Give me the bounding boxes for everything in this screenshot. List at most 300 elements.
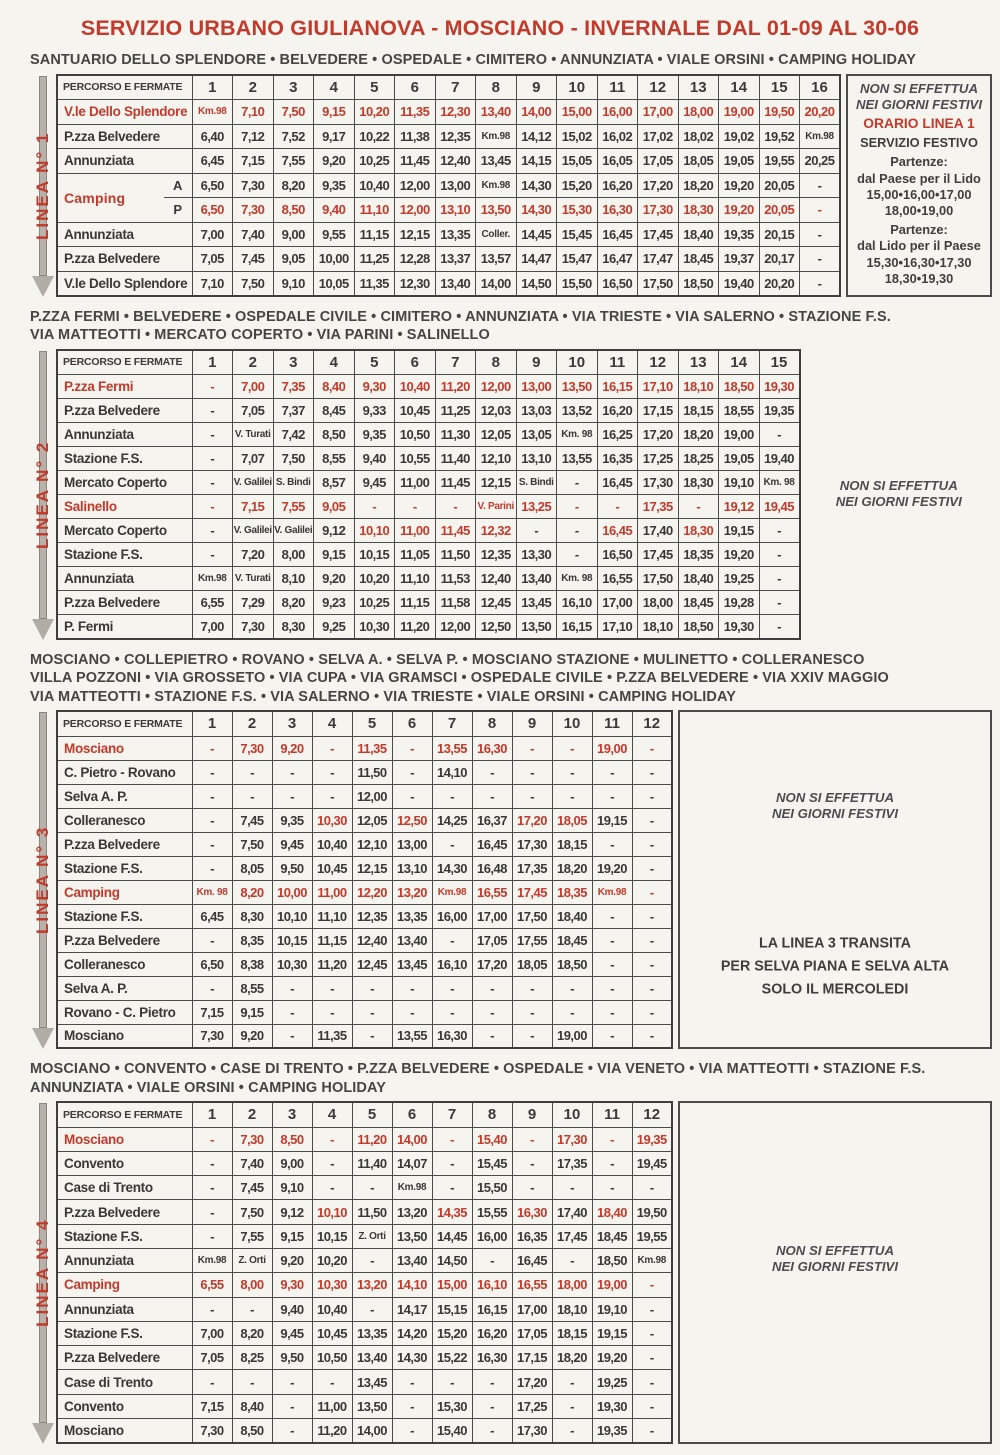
time-cell: -	[759, 615, 800, 639]
stops-column-header: PERCORSO E FERMATE	[57, 350, 192, 375]
time-cell: -	[552, 1419, 592, 1443]
time-cell: 17,25	[512, 1394, 552, 1418]
time-cell: -	[312, 736, 352, 760]
note-line: 15,30•16,30•17,30	[866, 254, 972, 270]
time-cell: -	[272, 760, 312, 784]
time-cell: 8,00	[273, 543, 314, 567]
time-cell: 19,52	[759, 124, 800, 149]
time-cell: 18,20	[678, 173, 719, 198]
time-cell: -	[632, 760, 672, 784]
time-cell: -	[557, 519, 598, 543]
time-cell: 7,30	[232, 1127, 272, 1151]
time-cell: 16,47	[597, 247, 638, 272]
header-row	[57, 350, 800, 375]
time-cell: 13,55	[432, 736, 472, 760]
column-number-header: 5	[354, 350, 395, 375]
column-number-header: 13	[678, 75, 719, 100]
stop-name-cell: P. Fermi	[57, 615, 192, 639]
time-cell: -	[512, 784, 552, 808]
time-cell: 16,45	[597, 519, 638, 543]
column-number-header: 5	[352, 711, 392, 736]
time-cell: -	[632, 808, 672, 832]
time-cell: 13,35	[435, 222, 476, 247]
column-number-header: 16	[800, 75, 841, 100]
timetable-row	[57, 567, 800, 591]
time-cell: 12,15	[352, 856, 392, 880]
time-cell: 8,30	[273, 615, 314, 639]
stop-name-cell: Annunziata	[57, 149, 192, 174]
note-line: ORARIO LINEA 1	[863, 115, 975, 131]
timetable-row	[57, 928, 672, 952]
time-cell: -	[432, 1370, 472, 1394]
time-cell: 19,40	[759, 447, 800, 471]
time-cell: 11,45	[435, 471, 476, 495]
time-cell: 13,45	[476, 149, 517, 174]
time-cell: 10,30	[312, 1273, 352, 1297]
stop-name-cell: P.zza Belvedere	[57, 832, 192, 856]
time-cell: -	[272, 1000, 312, 1024]
time-cell: 10,45	[312, 1321, 352, 1345]
time-cell: 19,10	[592, 1297, 632, 1321]
note-block	[848, 81, 990, 113]
time-cell: -	[192, 1224, 232, 1248]
timetable-linea-2	[56, 349, 801, 640]
column-number-header: 12	[632, 1102, 672, 1127]
column-number-header: 7	[432, 1102, 472, 1127]
time-cell: 13,57	[476, 247, 517, 272]
timetable-row	[57, 615, 800, 639]
timetable-row	[57, 1176, 672, 1200]
time-cell: 13,35	[392, 904, 432, 928]
column-number-header: 11	[597, 350, 638, 375]
time-cell: 14,47	[516, 247, 557, 272]
time-cell: 13,20	[352, 1273, 392, 1297]
time-cell: -	[272, 784, 312, 808]
time-cell: 18,00	[638, 591, 679, 615]
time-cell: 16,10	[472, 1273, 512, 1297]
time-cell: -	[552, 1394, 592, 1418]
time-cell: 8,35	[232, 928, 272, 952]
time-cell: 20,17	[759, 247, 800, 272]
timetable-row	[57, 808, 672, 832]
timetable-linea-3	[56, 710, 673, 1049]
time-cell: -	[632, 832, 672, 856]
stop-name-cell: Mercato Coperto	[57, 471, 192, 495]
time-cell: 19,45	[759, 495, 800, 519]
time-cell: 14,00	[392, 1127, 432, 1151]
column-number-header: 11	[592, 711, 632, 736]
line-indicator	[30, 74, 56, 297]
time-cell: 17,20	[512, 808, 552, 832]
time-cell: 9,20	[272, 1248, 312, 1272]
stop-name-cell: Annunziata	[57, 222, 192, 247]
time-cell: 9,15	[272, 1224, 312, 1248]
time-cell: -	[192, 375, 233, 399]
column-number-header: 4	[314, 350, 355, 375]
time-cell: 15,05	[557, 149, 598, 174]
time-cell: -	[272, 1370, 312, 1394]
timetable-row	[57, 1370, 672, 1394]
time-cell: 20,25	[800, 149, 841, 174]
time-cell: -	[395, 495, 436, 519]
time-cell: 14,25	[432, 808, 472, 832]
stop-name-cell: Colleranesco	[57, 808, 192, 832]
time-cell: 18,50	[678, 615, 719, 639]
timetable-row	[57, 880, 672, 904]
time-cell: -	[592, 928, 632, 952]
time-cell: 12,15	[476, 471, 517, 495]
time-cell: 19,35	[719, 222, 760, 247]
time-cell: -	[192, 760, 232, 784]
time-cell: 19,15	[592, 1321, 632, 1345]
time-cell: 18,15	[678, 399, 719, 423]
timetable-header	[57, 75, 840, 100]
column-number-header: 9	[516, 350, 557, 375]
column-number-header: 4	[312, 711, 352, 736]
timetable-row	[57, 519, 800, 543]
time-cell: 19,10	[719, 471, 760, 495]
time-cell: 16,05	[597, 149, 638, 174]
time-cell: 12,32	[476, 519, 517, 543]
time-cell: 11,20	[435, 375, 476, 399]
stop-name-cell: Colleranesco	[57, 952, 192, 976]
column-number-header: 3	[272, 1102, 312, 1127]
time-cell: 18,15	[552, 832, 592, 856]
time-cell: 19,30	[592, 1394, 632, 1418]
time-cell: -	[512, 1151, 552, 1175]
time-cell: -	[232, 760, 272, 784]
time-cell: -	[632, 1370, 672, 1394]
time-cell: 9,40	[272, 1297, 312, 1321]
time-cell: -	[312, 1176, 352, 1200]
time-cell: 11,00	[395, 519, 436, 543]
time-cell: 16,25	[597, 423, 638, 447]
time-cell: 15,45	[472, 1151, 512, 1175]
time-cell: -	[472, 1419, 512, 1443]
time-cell: 10,05	[314, 271, 355, 296]
time-cell: 11,35	[395, 100, 436, 125]
time-cell: 6,45	[192, 149, 233, 174]
time-cell: 12,35	[476, 543, 517, 567]
time-cell: 6,50	[192, 173, 233, 198]
timetable-row	[57, 976, 672, 1000]
time-cell: 16,55	[512, 1273, 552, 1297]
time-cell: Km. 98	[759, 471, 800, 495]
time-cell: -	[432, 784, 472, 808]
time-cell: 9,15	[314, 100, 355, 125]
stop-name-cell: V.le Dello Splendore	[57, 271, 192, 296]
time-cell: 17,50	[638, 271, 679, 296]
timetable-row	[57, 1297, 672, 1321]
time-cell: 18,40	[678, 567, 719, 591]
time-cell: 11,20	[395, 615, 436, 639]
time-cell: 11,35	[312, 1024, 352, 1048]
time-cell: 12,10	[476, 447, 517, 471]
stop-name-cell: Rovano - C. Pietro	[57, 1000, 192, 1024]
time-cell: 14,45	[516, 222, 557, 247]
time-cell: 16,30	[432, 1024, 472, 1048]
time-cell: 19,30	[759, 375, 800, 399]
stop-name-cell: Camping	[57, 880, 192, 904]
time-cell: 7,50	[273, 100, 314, 125]
time-cell: -	[312, 1000, 352, 1024]
time-cell: -	[759, 567, 800, 591]
time-cell: -	[512, 1176, 552, 1200]
time-cell: -	[392, 760, 432, 784]
time-cell: -	[192, 399, 233, 423]
stop-name-cell: Annunziata	[57, 423, 192, 447]
time-cell: 18,50	[592, 1248, 632, 1272]
time-cell: -	[232, 784, 272, 808]
time-cell: -	[472, 976, 512, 1000]
time-cell: V. Galilei	[233, 519, 274, 543]
time-cell: -	[632, 1273, 672, 1297]
time-cell: 15,30	[432, 1394, 472, 1418]
time-cell: 10,30	[354, 615, 395, 639]
column-number-header: 9	[512, 711, 552, 736]
time-cell: 10,20	[354, 100, 395, 125]
time-cell: 17,30	[512, 1419, 552, 1443]
time-cell: 18,02	[678, 124, 719, 149]
route-description	[30, 1060, 1000, 1097]
line-label: LINEA N° 1	[33, 130, 52, 240]
note-block	[836, 478, 962, 510]
time-cell: 11,50	[352, 1200, 392, 1224]
time-cell: -	[432, 976, 472, 1000]
time-cell: 7,30	[192, 1419, 232, 1443]
stop-name-cell: P.zza Belvedere	[57, 928, 192, 952]
note-line: dal Lido per il Paese	[857, 238, 981, 254]
column-number-header: 1	[192, 711, 232, 736]
time-cell: 7,00	[192, 615, 233, 639]
time-cell: 19,05	[719, 447, 760, 471]
time-cell: -	[759, 519, 800, 543]
time-cell: -	[432, 1151, 472, 1175]
time-cell: 16,35	[512, 1224, 552, 1248]
stop-name-cell: Mosciano	[57, 1127, 192, 1151]
stop-name-cell: Mosciano	[57, 736, 192, 760]
time-cell: 18,50	[552, 952, 592, 976]
route-description-line: P.ZZA FERMI • BELVEDERE • OSPEDALE CIVILE • CIMITERO • ANNUNZIATA • VIA TRIESTE • VIA SALERNO • STAZIONE F.S.	[30, 308, 891, 325]
time-cell: S. Bindi	[273, 471, 314, 495]
time-cell: 8,38	[232, 952, 272, 976]
time-cell: 17,20	[512, 1370, 552, 1394]
time-cell: 13,50	[392, 1224, 432, 1248]
time-cell: Km.98	[476, 173, 517, 198]
column-number-header: 10	[552, 711, 592, 736]
timetable-linea-1	[56, 74, 841, 297]
time-cell: -	[432, 928, 472, 952]
time-cell: 7,30	[192, 1024, 232, 1048]
time-cell: 17,35	[552, 1151, 592, 1175]
stop-name-cell: Annunziata	[57, 567, 192, 591]
time-cell: 11,40	[352, 1151, 392, 1175]
time-cell: 12,28	[395, 247, 436, 272]
column-number-header: 13	[678, 350, 719, 375]
time-cell: 7,15	[192, 1394, 232, 1418]
time-cell: 17,40	[552, 1200, 592, 1224]
time-cell: 7,45	[232, 808, 272, 832]
note-line: SERVIZIO FESTIVO	[860, 135, 978, 151]
time-cell: 16,10	[557, 591, 598, 615]
time-cell: 7,45	[232, 1176, 272, 1200]
time-cell: 19,12	[719, 495, 760, 519]
stop-name-cell: P.zza Fermi	[57, 375, 192, 399]
linea-2-block	[30, 349, 1000, 640]
timetable-row	[57, 271, 840, 296]
note-line: dal Paese per il Lido	[857, 170, 981, 186]
time-cell: 17,45	[638, 222, 679, 247]
time-cell: 7,50	[232, 1200, 272, 1224]
time-cell: 10,30	[312, 808, 352, 832]
stop-name-cell: Convento	[57, 1151, 192, 1175]
time-cell: 13,10	[516, 447, 557, 471]
time-cell: 7,42	[273, 423, 314, 447]
time-cell: 8,05	[232, 856, 272, 880]
time-cell: -	[552, 784, 592, 808]
timetable-header	[57, 350, 800, 375]
time-cell: 18,20	[678, 423, 719, 447]
time-cell: 15,20	[557, 173, 598, 198]
time-cell: 9,12	[272, 1200, 312, 1224]
time-cell: -	[352, 976, 392, 1000]
time-cell: 17,47	[638, 247, 679, 272]
time-cell: 9,35	[354, 423, 395, 447]
time-cell: 15,30	[557, 198, 598, 223]
time-cell: 17,45	[552, 1224, 592, 1248]
time-cell: 17,20	[472, 952, 512, 976]
note-line: NON SI EFFETTUA	[776, 1242, 894, 1258]
timetable-row	[57, 1321, 672, 1345]
time-cell: 17,50	[638, 567, 679, 591]
linea-4-block	[30, 1101, 1000, 1444]
time-cell: 8,10	[273, 567, 314, 591]
time-cell: -	[592, 952, 632, 976]
time-cell: 13,50	[516, 615, 557, 639]
timetable-row	[57, 543, 800, 567]
column-number-header: 2	[232, 1102, 272, 1127]
time-cell: 13,30	[516, 543, 557, 567]
stop-name-cell: P.zza Belvedere	[57, 399, 192, 423]
time-cell: 9,20	[232, 1024, 272, 1048]
time-cell: Km.98	[476, 124, 517, 149]
time-cell: -	[192, 519, 233, 543]
time-cell: -	[516, 519, 557, 543]
note-panel	[678, 710, 992, 1049]
time-cell: 11,30	[435, 423, 476, 447]
time-cell: 15,20	[432, 1321, 472, 1345]
time-cell: 11,25	[435, 399, 476, 423]
time-cell: 14,30	[516, 173, 557, 198]
time-cell: 17,02	[638, 124, 679, 149]
time-cell: -	[392, 1370, 432, 1394]
time-cell: -	[312, 1370, 352, 1394]
time-cell: 16,35	[597, 447, 638, 471]
column-number-header: 9	[516, 75, 557, 100]
time-cell: 10,50	[312, 1346, 352, 1370]
column-number-header: 2	[233, 75, 274, 100]
time-cell: 10,40	[312, 832, 352, 856]
column-number-header: 1	[192, 350, 233, 375]
column-number-header: 3	[272, 711, 312, 736]
time-cell: 8,20	[273, 173, 314, 198]
time-cell: Km.98	[592, 880, 632, 904]
line-label: LINEA N° 2	[33, 439, 52, 549]
time-cell: 8,20	[232, 1321, 272, 1345]
time-cell: 11,20	[312, 952, 352, 976]
time-cell: -	[592, 1151, 632, 1175]
time-cell: 12,03	[476, 399, 517, 423]
time-cell: Km. 98	[192, 880, 232, 904]
note-block	[680, 932, 990, 1001]
time-cell: 19,35	[632, 1127, 672, 1151]
time-cell: 19,40	[719, 271, 760, 296]
time-cell: 8,50	[273, 198, 314, 223]
column-number-header: 12	[638, 75, 679, 100]
time-cell: 8,40	[314, 375, 355, 399]
time-cell: 18,10	[638, 615, 679, 639]
time-cell: -	[592, 976, 632, 1000]
time-cell: 16,15	[597, 375, 638, 399]
time-cell: 13,00	[516, 375, 557, 399]
time-cell: 14,00	[476, 271, 517, 296]
time-cell: 9,15	[232, 1000, 272, 1024]
time-cell: -	[512, 1000, 552, 1024]
time-cell: 8,25	[232, 1346, 272, 1370]
time-cell: 13,40	[476, 100, 517, 125]
time-cell: -	[192, 832, 232, 856]
time-cell: -	[557, 543, 598, 567]
column-number-header: 11	[597, 75, 638, 100]
time-cell: 12,40	[435, 149, 476, 174]
time-cell: 13,45	[392, 952, 432, 976]
stop-name-cell: P.zza Belvedere	[57, 124, 192, 149]
timetable-row	[57, 760, 672, 784]
time-cell: 16,30	[512, 1200, 552, 1224]
time-cell: 15,50	[472, 1176, 512, 1200]
time-cell: 18,30	[678, 519, 719, 543]
time-cell: 10,40	[395, 375, 436, 399]
time-cell: 9,40	[314, 198, 355, 223]
time-cell: 13,03	[516, 399, 557, 423]
time-cell: 7,55	[232, 1224, 272, 1248]
line-indicator	[30, 349, 56, 640]
time-cell: 10,20	[312, 1248, 352, 1272]
time-cell: -	[312, 976, 352, 1000]
timetable-row	[57, 100, 840, 125]
note-line: 15,00•16,00•17,00	[866, 186, 972, 202]
note-line: NON SI EFFETTUA	[839, 477, 958, 493]
partenza-letter: P	[173, 202, 182, 218]
time-cell: 12,50	[392, 808, 432, 832]
route-description-line: MOSCIANO • CONVENTO • CASE DI TRENTO • P.ZZA BELVEDERE • OSPEDALE • VIA VENETO • VIA MATTEOTTI • STAZIONE F.S.	[30, 1061, 926, 1077]
time-cell: 16,50	[597, 271, 638, 296]
time-cell: Z. Orti	[232, 1248, 272, 1272]
time-cell: 18,40	[678, 222, 719, 247]
time-cell: 8,55	[232, 976, 272, 1000]
time-cell: 7,15	[192, 1000, 232, 1024]
time-cell: -	[392, 784, 432, 808]
column-number-header: 6	[392, 711, 432, 736]
column-number-header: 7	[435, 75, 476, 100]
time-cell: 16,55	[597, 567, 638, 591]
time-cell: 8,20	[232, 880, 272, 904]
time-cell: -	[592, 1000, 632, 1024]
time-cell: 16,45	[597, 222, 638, 247]
time-cell: 9,35	[314, 173, 355, 198]
time-cell: 9,05	[273, 247, 314, 272]
time-cell: 13,40	[352, 1346, 392, 1370]
